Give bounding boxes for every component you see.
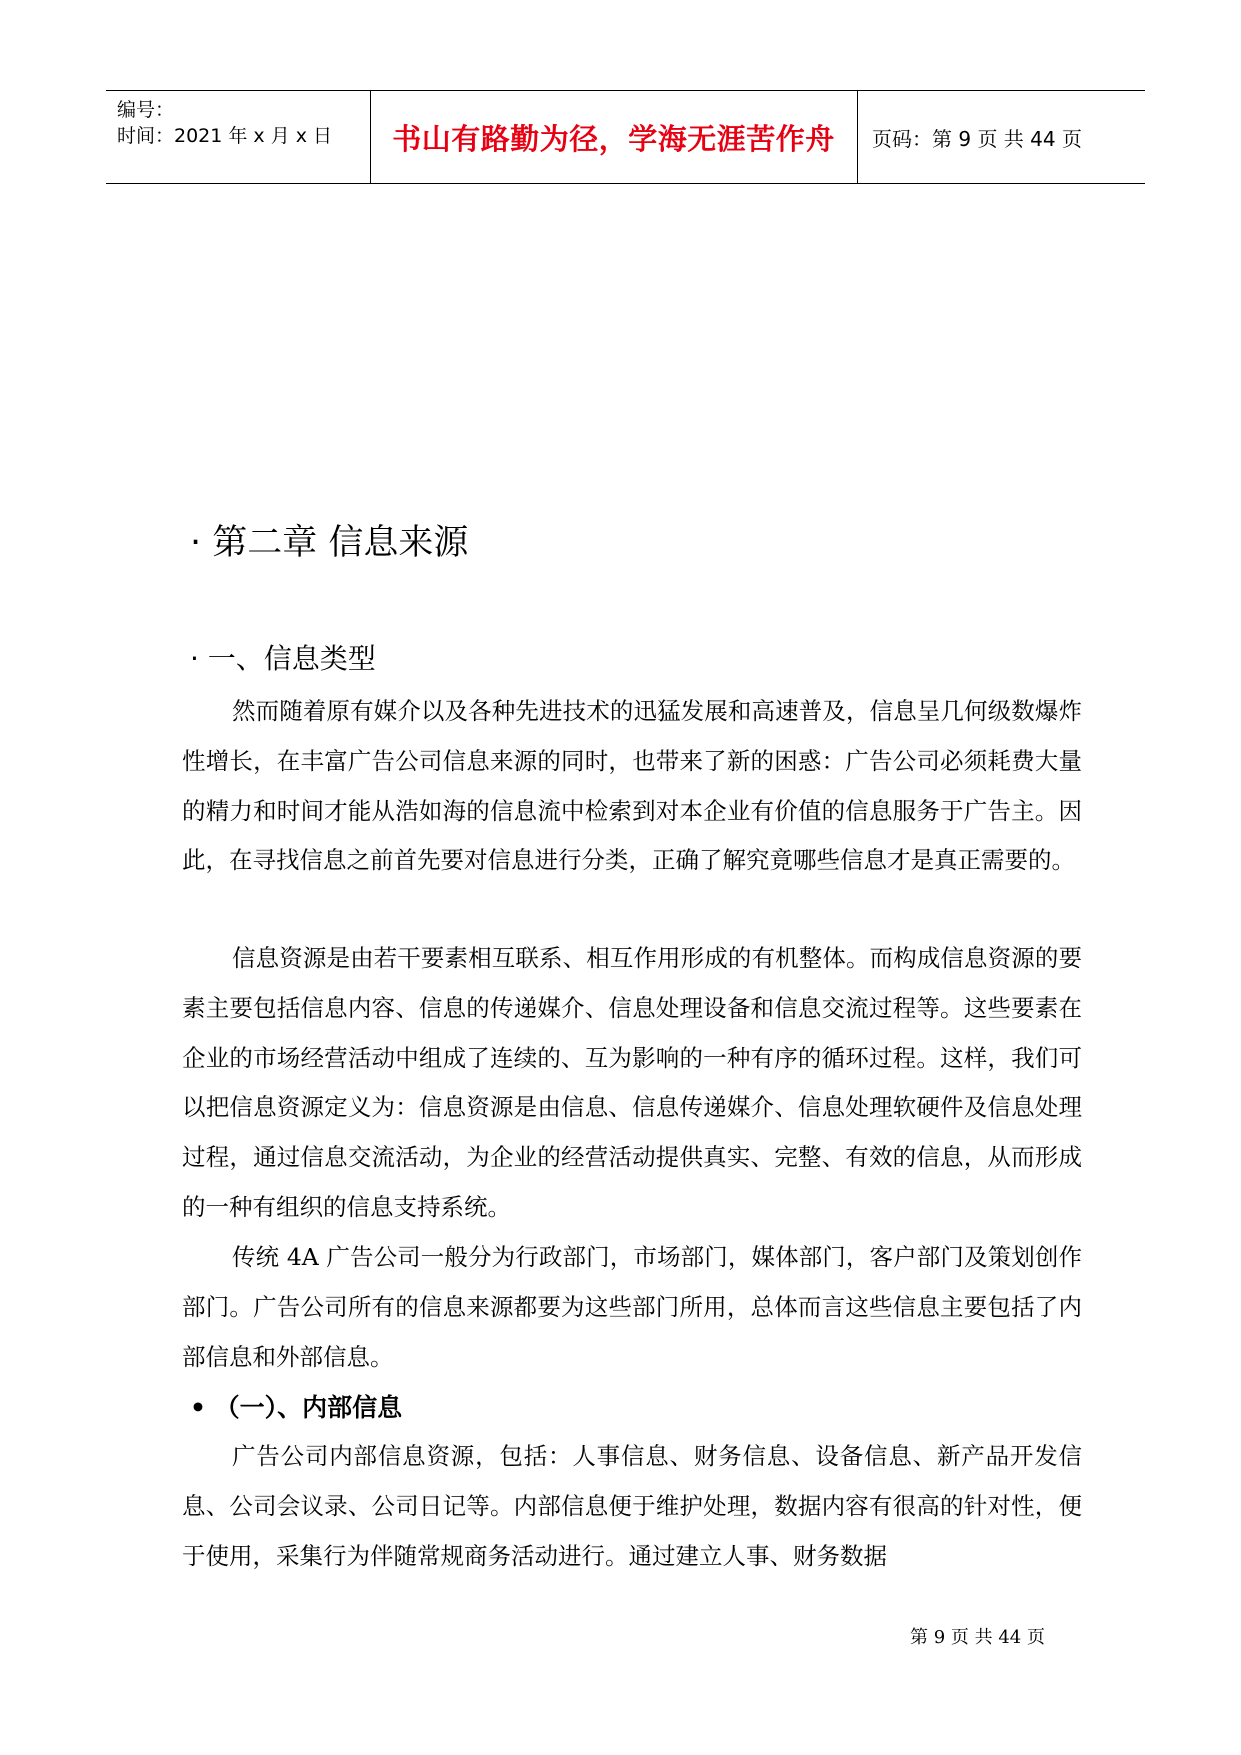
motto-text: 书山有路勤为径，学海无涯苦作舟 [392,121,835,156]
page-info: 页码：第 9 页 共 44 页 [872,126,1082,151]
page-header [106,90,1145,184]
subsection-title: • （一）、内部信息 [190,1393,403,1422]
paragraph: 广告公司内部信息资源，包括：人事信息、财务信息、设备信息、新产品开发信息、公司会议录、公司日记等。内部信息便于维护处理，数据内容有很高的针对性，便于使用，采集行为伴随常规商务活动进行。通过建立人事、财务数据 [182,1442,1082,1570]
paragraph: 信息资源是由若干要素相互联系、相互作用形成的有机整体。而构成信息资源的要素主要包括信息内容、信息的传递媒介、信息处理设备和信息交流过程等。这些要素在企业的市场经营活动中组成了连续的、互为影响的一种有序的循环过程。这样，我们可以把信息资源定义为：信息资源是由信息、信息传递媒介、信息处理软硬件及信息处理过程，通过信息交流活动，为企业的经营活动提供真实、完整、有效的信息，从而形成的一种有组织的信息支持系统。 [182,944,1082,1221]
page-footer: 第 9 页 共 44 页 [910,1627,1045,1648]
paragraph: 传统 4A 广告公司一般分为行政部门，市场部门，媒体部门，客户部门及策划创作部门。广告公司所有的信息来源都要为这些部门所用，总体而言这些信息主要包括了内部信息和外部信息。 [182,1243,1082,1371]
section-title: · 一、信息类型 [190,642,376,675]
header-page-cell [858,91,1145,183]
chapter-title: · 第二章 信息来源 [190,523,469,563]
header-left-cell [106,91,371,183]
paragraph: 然而随着原有媒介以及各种先进技术的迅猛发展和高速普及，信息呈几何级数爆炸性增长，在丰富广告公司信息来源的同时，也带来了新的困惑：广告公司必须耗费大量的精力和时间才能从浩如海的信息流中检索到对本企业有价值的信息服务于广告主。因此，在寻找信息之前首先要对信息进行分类，正确了解究竟哪些信息才是真正需要的。 [182,697,1082,875]
number-label: 编号： [117,99,175,121]
time-label: 时间：2021 年 x 月 x 日 [117,125,333,147]
header-motto-cell [370,91,858,183]
